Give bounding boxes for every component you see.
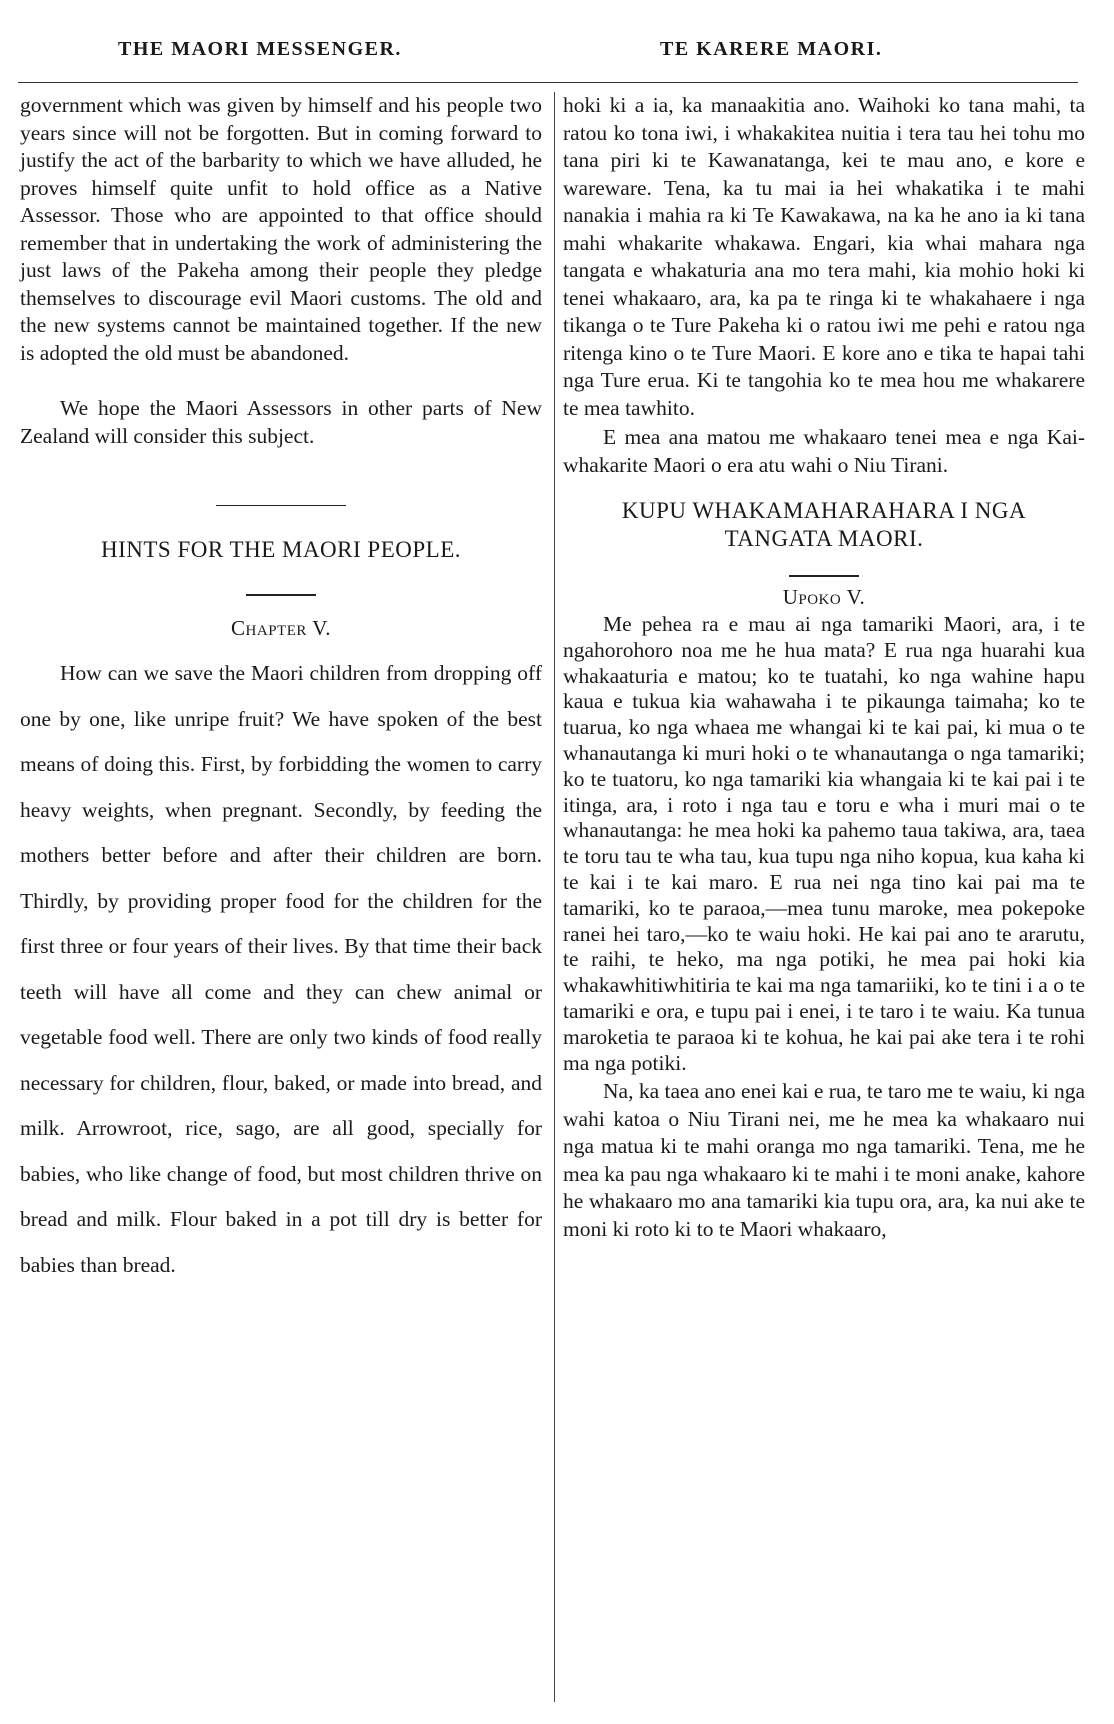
english-paragraph-assessor: government which was given by himself and his people two years since will not be forgotten. But in coming forward to justify the act of the barbarity to which we have alluded, he proves himself quite unfit to hold office as a Native Assessor. Those who are appointed to that office should remember that in undertaking the work of administering the just laws of the Pakeha among their people they pledge themselves to discourage evil Maori customs. The old and the new systems cannot be maintained together. If the new is adopted the old must be abandoned.	[20, 93, 542, 365]
header-rule	[18, 82, 1078, 83]
maori-column	[563, 92, 1085, 1243]
column-divider	[554, 92, 555, 1702]
maori-heading-rule	[789, 575, 859, 577]
maori-paragraph-food: Na, ka taea ano enei kai e rua, te taro me te waiu, ki nga wahi katoa o Niu Tirani nei, me he mea ka whakaaro nui nga matua ki te mahi oranga mo nga tamariki. Tena, me he mea ka pau nga whakaaro ki te mahi i te moni anake, kahore he whakaaro mo ana tamariki kia tupu ora, ara, ka nui ake te moni ki roto ki to te Maori whakaaro,	[563, 1079, 1085, 1241]
header-english-title: THE MAORI MESSENGER.	[118, 38, 402, 60]
english-paragraph-hope: We hope the Maori Assessors in other parts of New Zealand will consider this subject.	[20, 396, 542, 448]
maori-heading-line-1: KUPU WHAKAMAHARAHARA I NGA	[621, 498, 1027, 523]
maori-paragraph-assessor: hoki ki a ia, ka manaakitia ano. Waihoki ko tana mahi, ta ratou ko tona iwi, i whakakitea nuitia i tera tau hei tohu mo tana piri ki te Kawanatanga, kei te mau ano, e kore e wareware. Tena, ka tu mai ia hei whakatika i te mahi nanakia i mahia ra ki Te Kawakawa, na ka he ano ia ki tana mahi whakarite whakawa. Engari, kia whai mahara nga tangata e whakaturia ana mo tera mahi, kia mohio hoki ki tenei whakaaro, ara, ka pa te ringa ki te whakahaere i nga tikanga o te Ture Pakeha ki o ratou iwi me pehi e ratou nga ritenga kino o te Ture Maori. E kore ano e tika te hapai tahi nga Ture erua. Ki te tangohia ko te mea hou me whakarere te mea tawhito.	[563, 93, 1085, 420]
heading-rule	[246, 594, 316, 596]
maori-chapter-title: Upoko V.	[782, 585, 866, 609]
maori-heading-line-2: TANGATA MAORI.	[724, 526, 924, 551]
english-section-heading: HINTS FOR THE MAORI PEOPLE.	[100, 537, 462, 562]
header-maori-title: TE KARERE MAORI.	[660, 38, 883, 60]
page-header	[0, 28, 1114, 68]
section-rule	[216, 505, 346, 506]
maori-section-heading	[563, 497, 1085, 553]
english-paragraph-hints: How can we save the Maori children from dropping off one by one, like unripe fruit? We have spoken of the best means of doing this. First, by forbidding the women to carry heavy weights, when pregnant. Secondly, by feeding the mothers better before and after their children are born. Thirdly, by providing proper food for the children for the first three or four years of their lives. By that time their back teeth will have all come and they can chew animal or vegetable food well. There are only two kinds of food really necessary for children, flour, baked, or made into bread, and milk. Arrowroot, rice, sago, are all good, specially for babies, who like change of food, but most children thrive on bread and milk. Flour baked in a pot till dry is better for babies than bread.	[20, 661, 542, 1277]
maori-paragraph-hope: E mea ana matou me whakaaro tenei mea e nga Kai-whakarite Maori o era atu wahi o Niu Tirani.	[563, 425, 1085, 477]
maori-paragraph-hints: Me pehea ra e mau ai nga tamariki Maori, ara, i te ngahorohoro noa me he hua mata? E rua nga huarahi kua whakaaturia e matou; ko te tuatahi, ko nga wahine hapu kaua e tukua kia wahawaha i te pikaunga taimaha; ko te tuarua, ko nga whaea me whangai ki te kai pai, ki mua o te whanautanga ki muri hoki o te whanautanga o nga tamariki; ko te tuatoru, ko nga tamariki kia whangaia ki te kai pai i te itinga, ara, i roto i nga tau e toru e wha i muri mai o te whanautanga: he mea hoki ka pahemo taua takiwa, ara, taea te toru tau te wha tau, kua tupu nga niho kopua, kua kaha ki te kai i te kai maro. E rua nei nga tino kai pai ma te tamariki, ko te paraoa,—mea tunu maroke, mea pokepoke ranei hei taro,—ko te waiu hoki. He kai pai ano te ararutu, te raihi, te heko, ma nga potiki, he mea pai hoki kia whakawhitiwhitiria te kai ma nga tamariiki, ko te tini i a o te tamariki e ora, e tupu pai i enei, i te taro i te waiu. Ka tunua maroketia te paraoa ki te kohua, he kai pai ake tera i te rohi ma nga potiki.	[563, 612, 1085, 1075]
english-column	[20, 92, 542, 1288]
english-chapter-title: Chapter V.	[231, 616, 331, 640]
